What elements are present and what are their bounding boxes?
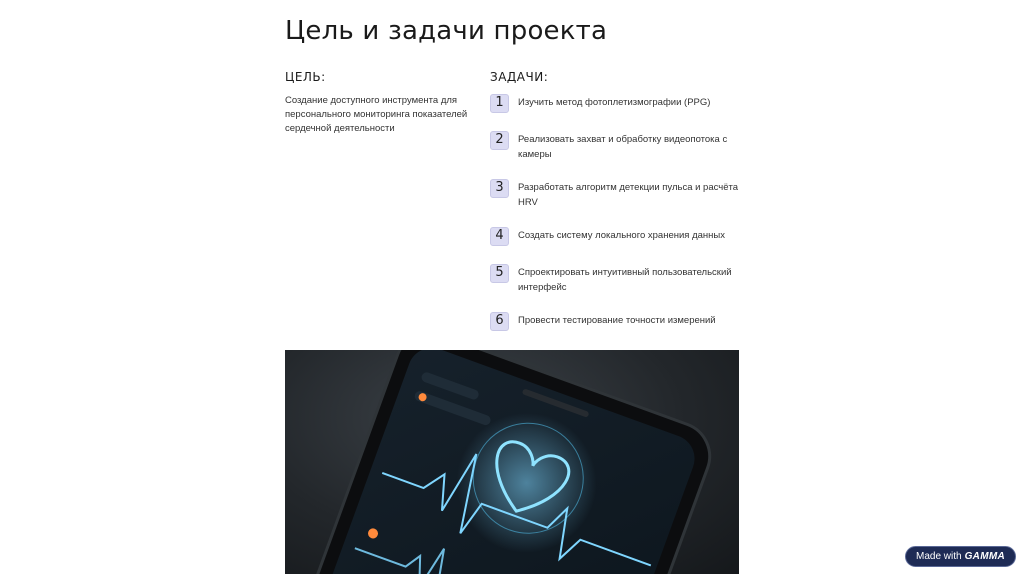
task-number: 5 bbox=[490, 264, 509, 283]
task-number: 4 bbox=[490, 227, 509, 246]
task-item bbox=[490, 131, 740, 162]
goal-heading: ЦЕЛЬ: bbox=[285, 70, 326, 84]
task-item bbox=[490, 264, 740, 295]
task-item bbox=[490, 227, 740, 246]
tasks-heading: ЗАДАЧИ: bbox=[490, 70, 549, 84]
task-text: Разработать алгоритм детекции пульса и расчёта HRV bbox=[518, 182, 739, 208]
goal-text: Создание доступного инструмента для персонального мониторинга показателей сердечной деятельности bbox=[285, 95, 468, 134]
task-number: 2 bbox=[490, 131, 509, 150]
task-item bbox=[490, 312, 740, 331]
badge-brand: GAMMA bbox=[964, 551, 1005, 562]
made-with-gamma-badge[interactable] bbox=[905, 546, 1016, 567]
badge-made-with: Made with bbox=[916, 551, 962, 562]
task-number: 1 bbox=[490, 94, 509, 113]
task-item bbox=[490, 94, 740, 113]
task-number: 6 bbox=[490, 312, 509, 331]
task-text: Изучить метод фотоплетизмографии (PPG) bbox=[518, 97, 711, 108]
task-item bbox=[490, 179, 740, 210]
page-title: Цель и задачи проекта bbox=[285, 16, 608, 46]
task-number: 3 bbox=[490, 179, 509, 198]
phone-heart-monitor-image bbox=[285, 350, 739, 574]
task-text: Создать систему локального хранения данных bbox=[518, 230, 725, 241]
task-text: Спроектировать интуитивный пользовательский интерфейс bbox=[518, 267, 732, 293]
task-text: Реализовать захват и обработку видеопотока с камеры bbox=[518, 134, 728, 160]
phone-illustration bbox=[285, 350, 739, 574]
task-text: Провести тестирование точности измерений bbox=[518, 315, 716, 326]
